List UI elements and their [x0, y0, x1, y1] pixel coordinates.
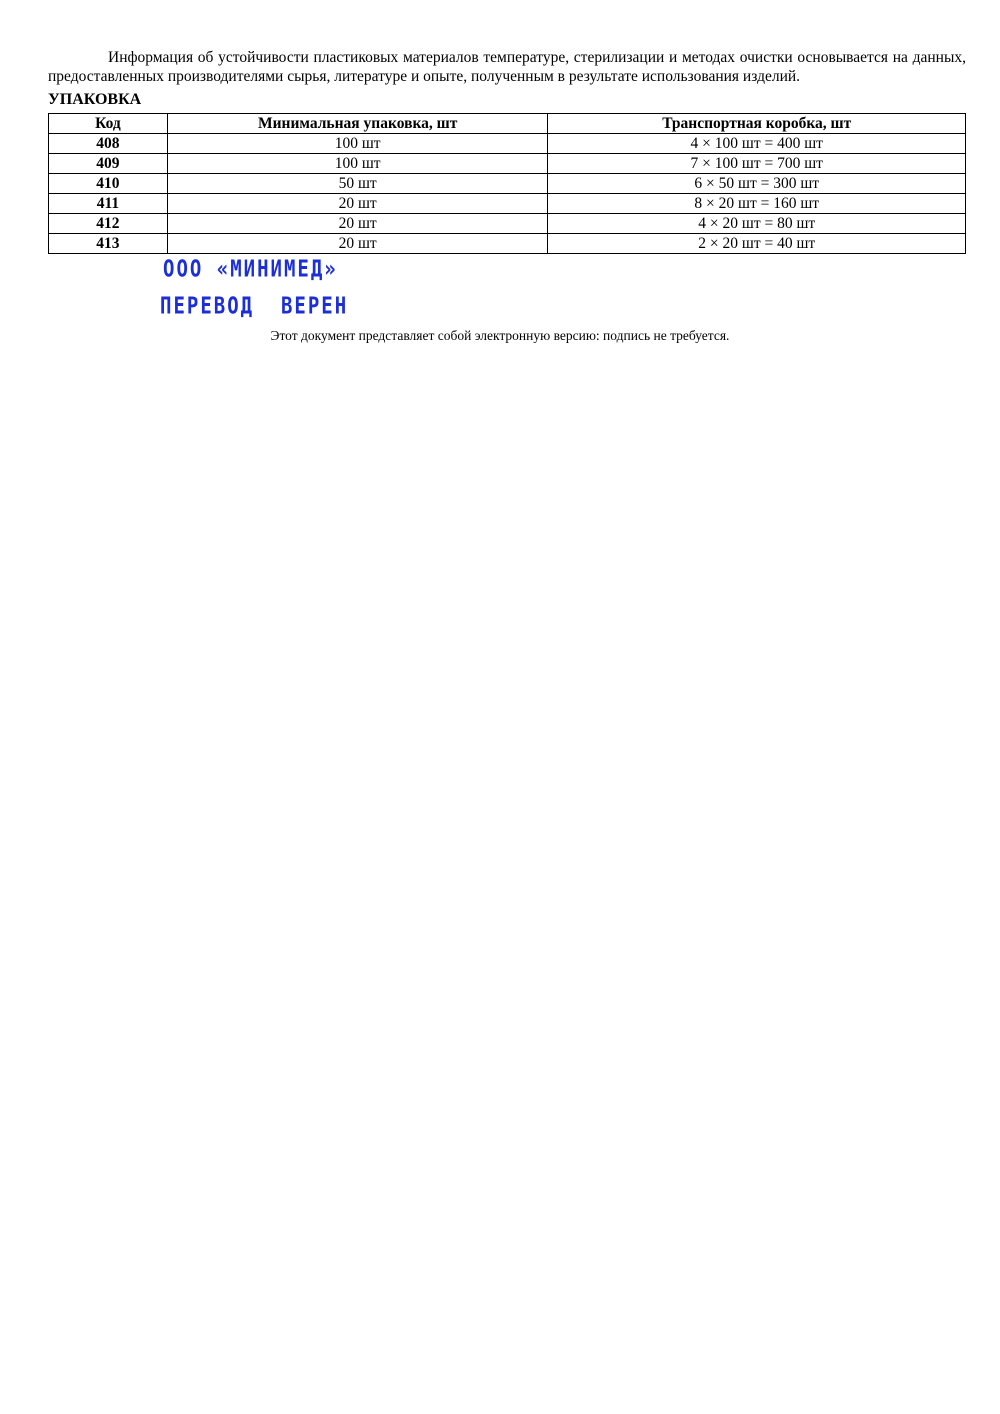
table-row [49, 194, 966, 214]
table-header-row [49, 114, 966, 134]
header-transport-box: Транспортная коробка, шт [548, 114, 966, 134]
electronic-version-note: Этот документ представляет собой электронную версию: подпись не требуется. [270, 328, 730, 343]
section-title: УПАКОВКА [48, 91, 142, 108]
cell-transport-box: 8 × 20 шт = 160 шт [548, 194, 966, 214]
table-row [49, 214, 966, 234]
table-row [49, 234, 966, 254]
cell-min-pack: 20 шт [167, 194, 548, 214]
table-row [49, 174, 966, 194]
header-min-pack: Минимальная упаковка, шт [167, 114, 548, 134]
cell-transport-box: 4 × 100 шт = 400 шт [548, 134, 966, 154]
cell-code: 410 [49, 174, 168, 194]
intro-paragraph: Информация об устойчивости пластиковых материалов температуре, стерилизации и методах очистки основывается на данных, предоставленных производителями сырья, литературе и опыте, полученным в результате использования изделий. [48, 49, 966, 85]
table-row [49, 134, 966, 154]
cell-transport-box: 7 × 100 шт = 700 шт [548, 154, 966, 174]
cell-transport-box: 4 × 20 шт = 80 шт [548, 214, 966, 234]
packaging-table [48, 113, 966, 254]
cell-min-pack: 20 шт [167, 214, 548, 234]
cell-code: 412 [49, 214, 168, 234]
cell-min-pack: 100 шт [167, 154, 548, 174]
stamp-translation-verified: ПЕРЕВОД ВЕРЕН [160, 293, 349, 320]
cell-code: 409 [49, 154, 168, 174]
cell-transport-box: 2 × 20 шт = 40 шт [548, 234, 966, 254]
cell-min-pack: 50 шт [167, 174, 548, 194]
stamp-company: ООО «МИНИМЕД» [163, 256, 338, 283]
cell-min-pack: 100 шт [167, 134, 548, 154]
cell-code: 411 [49, 194, 168, 214]
cell-transport-box: 6 × 50 шт = 300 шт [548, 174, 966, 194]
cell-code: 413 [49, 234, 168, 254]
cell-code: 408 [49, 134, 168, 154]
header-code: Код [49, 114, 168, 134]
cell-min-pack: 20 шт [167, 234, 548, 254]
table-row [49, 154, 966, 174]
